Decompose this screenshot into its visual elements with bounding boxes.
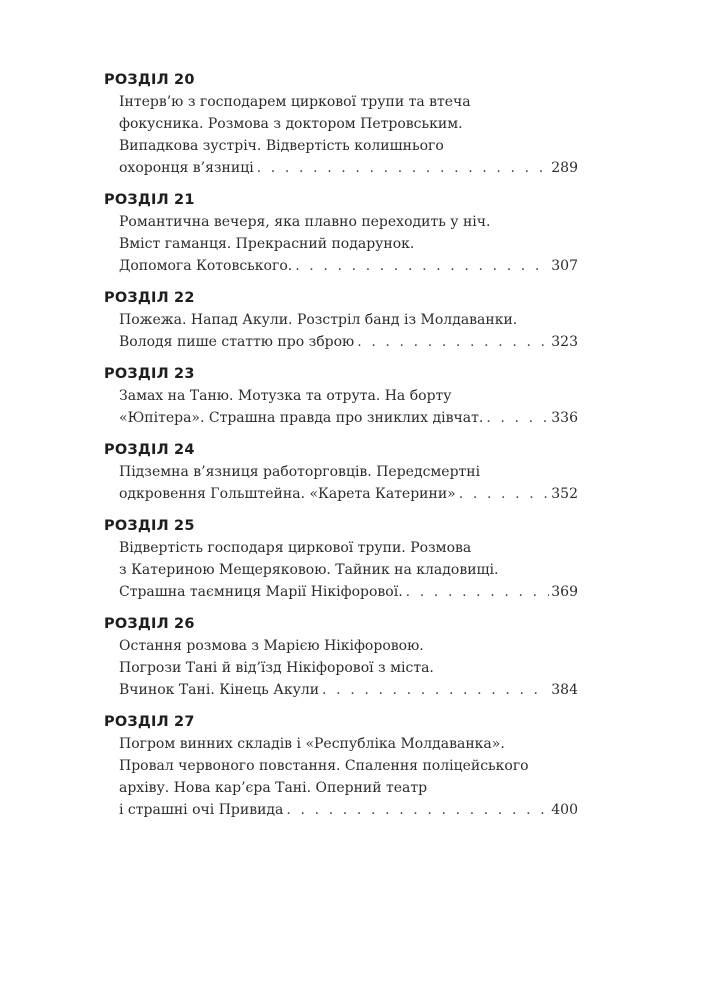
page-number: 336 <box>551 410 578 426</box>
dot-leader <box>357 331 549 353</box>
dot-leader <box>295 255 549 277</box>
dot-leader <box>459 483 550 505</box>
chapter-summary-line: Інтерв’ю з господарем циркової трупи та втеча <box>119 94 471 110</box>
chapter-summary-text: Допомога Котовського. <box>119 258 293 274</box>
chapter-summary-text: Страшна таємниця Марії Нікіфорової. <box>119 584 403 600</box>
chapter-summary-line: Підземна в’язниця работорговців. Передсмертні <box>119 464 481 480</box>
chapter-summary-line: Романтична вечеря, яка плавно переходить у ніч. <box>119 214 491 230</box>
chapter-title: РОЗДІЛ 22 <box>104 290 195 306</box>
chapter-summary-line: з Катериною Мещеряковою. Тайник на кладовищі. <box>119 562 499 578</box>
toc-entry <box>104 712 578 821</box>
dot-leader <box>406 581 550 603</box>
chapter-summary-line: Відвертість господаря циркової трупи. Розмова <box>119 540 472 556</box>
chapter-title: РОЗДІЛ 24 <box>104 442 195 458</box>
chapter-summary-line: Замах на Таню. Мотузка та отрута. На борту <box>119 388 452 404</box>
page-number: 289 <box>551 160 578 176</box>
chapter-summary-line: Остання розмова з Марією Нікіфоровою. <box>119 638 424 654</box>
table-of-contents <box>104 70 578 832</box>
chapter-summary-line: Пожежа. Напад Акули. Розстріл банд із Молдаванки. <box>119 312 518 328</box>
chapter-summary-text: Вчинок Тані. Кінець Акули <box>119 682 320 698</box>
chapter-summary-text: охоронця в’язниці <box>119 160 254 176</box>
page-number: 384 <box>551 682 578 698</box>
chapter-summary-line <box>119 799 578 821</box>
page-number: 400 <box>551 802 578 818</box>
page-number: 352 <box>551 486 578 502</box>
dot-leader <box>257 157 550 179</box>
chapter-summary-text: одкровення Гольштейна. «Карета Катерини» <box>119 486 456 502</box>
chapter-summary-line <box>119 331 578 353</box>
chapter-title: РОЗДІЛ 20 <box>104 72 195 88</box>
page-number: 323 <box>551 334 578 350</box>
chapter-title: РОЗДІЛ 27 <box>104 714 195 730</box>
chapter-summary-line <box>119 483 578 505</box>
chapter-summary-line: Випадкова зустріч. Відвертість колишнього <box>119 138 444 154</box>
toc-entry <box>104 364 578 429</box>
toc-entry <box>104 70 578 179</box>
chapter-summary-line: Погрози Тані й від’їзд Нікіфорової з міста. <box>119 660 434 676</box>
chapter-summary-text: Володя пише статтю про зброю <box>119 334 355 350</box>
chapter-summary-text: і страшні очі Привида <box>119 802 284 818</box>
chapter-summary-line <box>119 679 578 701</box>
chapter-title: РОЗДІЛ 23 <box>104 366 195 382</box>
chapter-summary-line <box>119 581 578 603</box>
dot-leader <box>486 407 549 429</box>
chapter-summary-text: «Юпітера». Страшна правда про зниклих дівчат. <box>119 410 484 426</box>
chapter-summary-line <box>119 407 578 429</box>
dot-leader <box>322 679 549 701</box>
chapter-summary-line <box>119 255 578 277</box>
dot-leader <box>286 799 549 821</box>
toc-entry <box>104 190 578 277</box>
toc-entry <box>104 440 578 505</box>
page-number: 369 <box>551 584 578 600</box>
toc-entry <box>104 516 578 603</box>
chapter-title: РОЗДІЛ 25 <box>104 518 195 534</box>
chapter-summary-line: архіву. Нова кар’єра Тані. Оперний театр <box>119 780 428 796</box>
toc-entry <box>104 288 578 353</box>
chapter-summary-line: Вміст гаманця. Прекрасний подарунок. <box>119 236 415 252</box>
toc-entry <box>104 614 578 701</box>
chapter-summary-line: Провал червоного повстання. Спалення поліцейського <box>119 758 529 774</box>
chapter-title: РОЗДІЛ 21 <box>104 192 195 208</box>
chapter-summary-line: Погром винних складів і «Республіка Молдаванка». <box>119 736 505 752</box>
page-number: 307 <box>551 258 578 274</box>
chapter-summary-line: фокусника. Розмова з доктором Петровським. <box>119 116 463 132</box>
chapter-title: РОЗДІЛ 26 <box>104 616 195 632</box>
chapter-summary-line <box>119 157 578 179</box>
